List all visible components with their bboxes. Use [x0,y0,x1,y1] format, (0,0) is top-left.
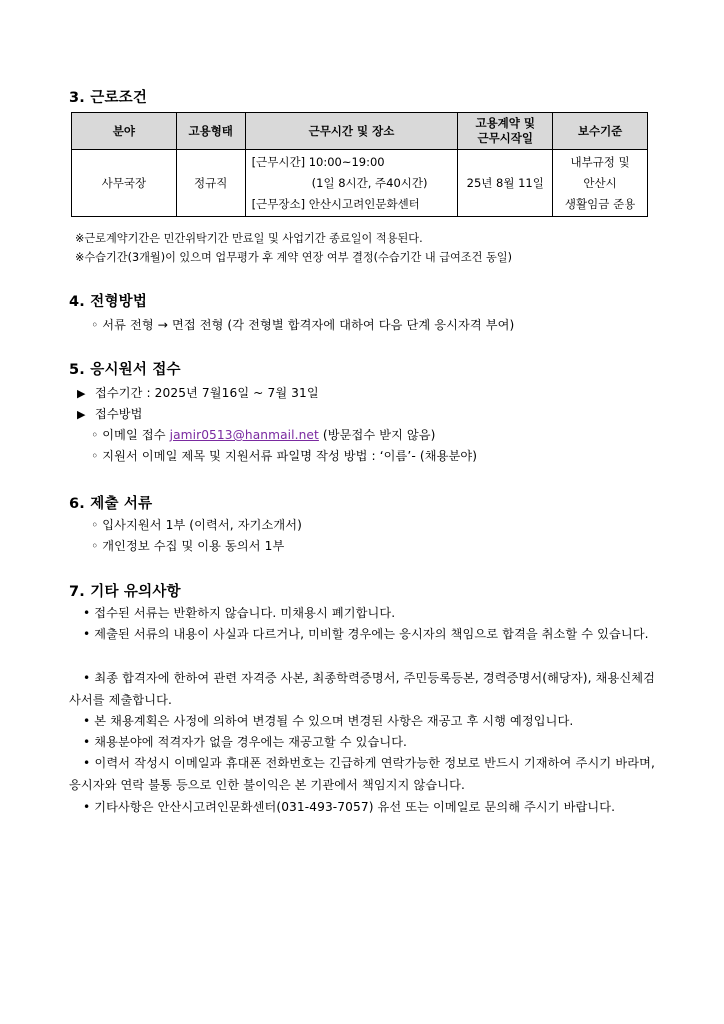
table-header-row [72,113,648,150]
header-contract-line2: 근무시작일 [477,131,534,145]
cell-pay-line1: 내부규정 및 [570,154,630,169]
header-pay: 보수기준 [553,113,648,150]
email-line [91,426,436,443]
cell-pay-line3: 생활임금 준용 [564,196,636,211]
header-type: 고용형태 [176,113,245,150]
play-arrow-icon: ▶ [77,408,86,421]
notice-item-5: • 채용분야에 적격자가 없을 경우에는 재공고할 수 있습니다. [83,735,408,749]
notice-item-3: • 최종 합격자에 한하여 관련 자격증 사본, 최종학력증명서, 주민등록등본, 경력증명서(해당자), 채용신체검사서를 제출합니다. [69,671,655,707]
work-conditions-table [71,112,648,217]
notice-item-4: • 본 채용계획은 사정에 의하여 변경될 수 있으며 변경된 사항은 재공고 후 시행 예정입니다. [83,714,574,728]
section-6-title: 6. 제출 서류 [69,496,153,512]
selection-process: ◦ 서류 전형 → 면접 전형 (각 전형별 합격자에 대하여 다음 단계 응시자격 부여) [91,318,515,332]
cell-start: 25년 8월 11일 [458,150,553,217]
notice-item-7: • 기타사항은 안산시고려인문화센터(031-493-7057) 유선 또는 이메일로 문의해 주시기 바랍니다. [83,800,616,814]
header-field: 분야 [72,113,177,150]
table-row [72,150,648,217]
cell-place: [근무장소] 안산시고려인문화센터 [251,196,420,211]
note-probation: ※수습기간(3개월)이 있으며 업무평가 후 계약 연장 여부 결정(수습기간 내 급여조건 동일) [75,251,512,264]
email-suffix: (방문접수 받지 않음) [318,428,436,442]
play-arrow-icon: ▶ [77,387,86,400]
cell-time-place [245,150,458,217]
header-contract-line1: 고용계약 및 [475,116,536,130]
subject-rule: ◦ 지원서 이메일 제목 및 지원서류 파일명 작성 방법 : ‘이름’- (채용분야) [91,449,478,463]
note-contract-period: ※근로계약기간은 민간위탁기간 만료일 및 사업기간 종료일이 적용된다. [75,232,423,245]
header-time-place: 근무시간 및 장소 [245,113,458,150]
notice-item-1: • 접수된 서류는 반환하지 않습니다. 미채용시 폐기합니다. [83,606,396,620]
document-item-1: ◦ 입사지원서 1부 (이력서, 자기소개서) [91,518,302,532]
email-link[interactable]: jamir0513@hanmail.net [169,428,319,442]
section-4-title: 4. 전형방법 [69,294,148,310]
cell-type: 정규직 [176,150,245,217]
notice-item-2: • 제출된 서류의 내용이 사실과 다르거나, 미비할 경우에는 응시자의 책임으로 합격을 취소할 수 있습니다. [83,627,649,641]
document-item-2: ◦ 개인정보 수집 및 이용 동의서 1부 [91,539,285,553]
header-contract-start [458,113,553,150]
application-period: 접수기간 : 2025년 7월16일 ~ 7월 31일 [94,386,319,400]
notice-item-6: • 이력서 작성시 이메일과 휴대폰 전화번호는 긴급하게 연락가능한 정보로 반드시 기재하여 주시기 바라며, 응시자와 연락 불통 등으로 인한 불이익은 본 기관에서 책임지지 않습니다. [69,756,655,792]
cell-time-line2: (1일 8시간, 주40시간) [311,175,428,190]
period-line [77,384,319,401]
section-7-title: 7. 기타 유의사항 [69,584,181,600]
cell-pay [553,150,648,217]
cell-field: 사무국장 [72,150,177,217]
section-5-title: 5. 응시원서 접수 [69,362,181,378]
cell-time-line1: [근무시간] 10:00~19:00 [251,154,385,169]
application-method: 접수방법 [94,407,143,421]
email-prefix: ◦ 이메일 접수 [91,428,170,442]
method-line [77,405,142,422]
cell-pay-line2: 안산시 [583,175,617,190]
section-3-title: 3. 근로조건 [69,90,148,106]
